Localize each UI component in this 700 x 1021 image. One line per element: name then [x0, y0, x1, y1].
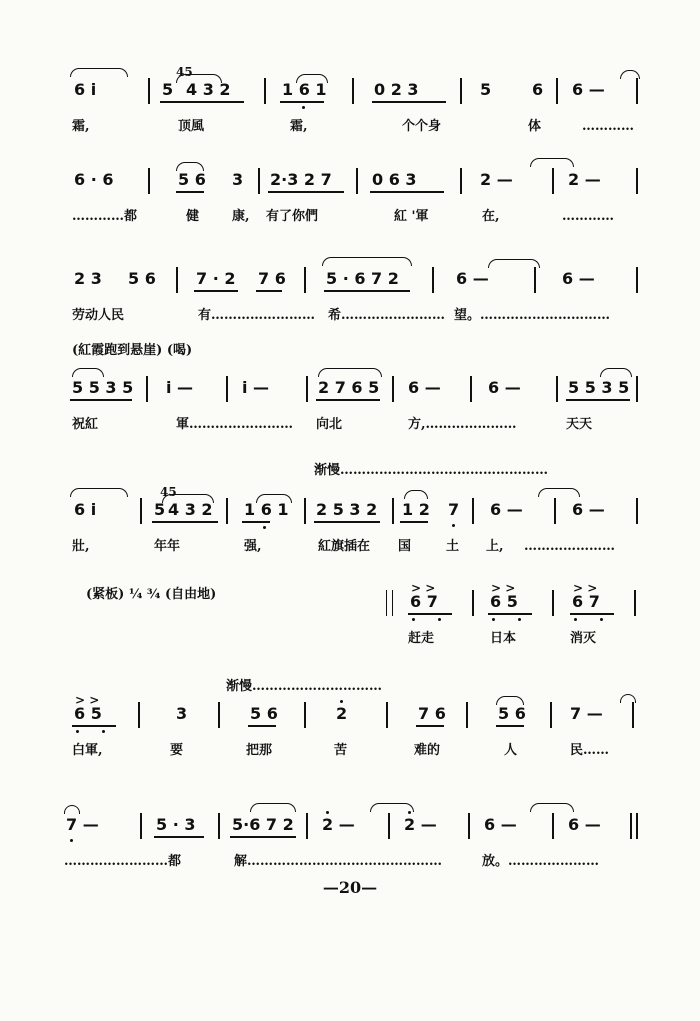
lyric: 白軍, [72, 743, 103, 758]
barline [636, 267, 638, 293]
barline [304, 267, 306, 293]
slur [250, 803, 296, 812]
note-group: 5 6 [178, 170, 206, 189]
low-octave-dot [600, 618, 603, 621]
stage-direction: (紅霞跑到悬崖) (喝) [72, 343, 193, 358]
grace-notes: 45 [176, 65, 193, 79]
lyric: 上, [486, 539, 504, 554]
barline [470, 376, 472, 402]
lyric: 軍…………………… [176, 417, 294, 432]
barline [556, 376, 558, 402]
note-group: 2 — [404, 815, 437, 834]
underline [248, 725, 276, 727]
note-group: 5 · 6 7 2 [326, 269, 399, 288]
note-group: 6 7 [572, 592, 600, 611]
low-octave-dot [263, 526, 266, 529]
lyric: 强, [244, 539, 262, 554]
note-group: 6 — [490, 500, 523, 519]
note-group: i — [166, 378, 194, 397]
note-group: 5 · 3 [156, 815, 196, 834]
barline [304, 498, 306, 524]
lyric: 方,………………… [408, 417, 517, 432]
barline [388, 813, 390, 839]
note-group: 5 5 3 5 [72, 378, 134, 397]
note-group: 4 3 2 [186, 80, 231, 99]
tempo-marking: 渐慢………………………………………… [314, 463, 549, 478]
underline [152, 521, 218, 523]
underline [70, 399, 132, 401]
barline [636, 78, 638, 104]
barline [392, 498, 394, 524]
lyric: ………… [562, 209, 614, 224]
low-octave-dot [452, 524, 455, 527]
lyric: 年年 [154, 539, 181, 554]
note-group: 6 5 [490, 592, 518, 611]
slur [404, 490, 428, 499]
low-octave-dot [302, 106, 305, 109]
note-group: 2 — [322, 815, 355, 834]
underline [416, 725, 444, 727]
lyric: 康, [232, 209, 250, 224]
underline [408, 613, 452, 615]
barline [176, 267, 178, 293]
slur [72, 368, 104, 377]
barline [138, 702, 140, 728]
lyric: ………… [582, 119, 634, 134]
lyric: 祝紅 [72, 417, 99, 432]
note-group: 6 — [562, 269, 595, 288]
tempo-marking: 渐慢………………………… [226, 679, 383, 694]
barline [140, 498, 142, 524]
lyric: 放。………………… [482, 854, 600, 869]
lyric: 在, [482, 209, 500, 224]
note-group: 7 6 [418, 704, 446, 723]
barline [636, 813, 638, 839]
barline [258, 168, 260, 194]
note-group: 6 — [408, 378, 441, 397]
note-group: i — [242, 378, 270, 397]
barline [356, 168, 358, 194]
barline [218, 702, 220, 728]
lyric: 有…………………… [198, 308, 316, 323]
lyric: 难的 [414, 743, 441, 758]
slur [322, 257, 412, 266]
underline [314, 521, 380, 523]
barline [466, 702, 468, 728]
note-group: 5 6 [250, 704, 278, 723]
note-group: 5 6 [498, 704, 526, 723]
underline [496, 725, 524, 727]
underline [176, 191, 204, 193]
tempo-marking: (紧板) ¼ ¾ (自由地) [86, 587, 217, 602]
barline [148, 78, 150, 104]
low-octave-dot [70, 839, 73, 842]
barline [634, 590, 636, 616]
low-octave-dot [102, 730, 105, 733]
note-group: 2 — [568, 170, 601, 189]
lyric: 土 [446, 539, 460, 554]
lyric: 苦 [334, 743, 348, 758]
low-octave-dot [438, 618, 441, 621]
barline [554, 498, 556, 524]
barline [556, 78, 558, 104]
barline [632, 702, 634, 728]
note-group: 1 6 1 [244, 500, 289, 519]
lyric: 把那 [246, 743, 273, 758]
note-group: 7 — [570, 704, 603, 723]
low-octave-dot [574, 618, 577, 621]
note-group: 5 6 [128, 269, 156, 288]
note-group: 5 5 3 5 [568, 378, 630, 397]
note-group: 6 — [456, 269, 489, 288]
underline [268, 191, 344, 193]
note: 5 [480, 80, 492, 99]
note: 3 [176, 704, 188, 723]
slur [530, 803, 574, 812]
accent-mark: > > [75, 693, 100, 707]
note-group: 1 6 1 [282, 80, 327, 99]
high-octave-dot [340, 700, 343, 703]
lyric: 紅旗插在 [318, 539, 371, 554]
slur [600, 368, 632, 377]
barline [460, 168, 462, 194]
lyric: 赶走 [408, 631, 435, 646]
barline [148, 168, 150, 194]
barline [630, 813, 632, 839]
lyric: 霜, [290, 119, 308, 134]
accent-mark: > > [573, 581, 598, 595]
underline [194, 290, 238, 292]
lyric: …………都 [72, 209, 138, 224]
note-group: 6 — [572, 500, 605, 519]
lyric: 消灭 [570, 631, 597, 646]
note-group: 0 6 3 [372, 170, 417, 189]
high-octave-dot [326, 811, 329, 814]
note-group: 1 2 [402, 500, 430, 519]
note: 3 [232, 170, 244, 189]
barline [460, 78, 462, 104]
underline [154, 836, 204, 838]
slur [530, 158, 574, 167]
underline [256, 290, 282, 292]
barline [552, 590, 554, 616]
note-group: 6 — [484, 815, 517, 834]
note-group: 6 — [572, 80, 605, 99]
note-group: 5·6 7 2 [232, 815, 294, 834]
lyric: 希…………………… [328, 308, 446, 323]
lyric: 有了你們 [266, 209, 319, 224]
lyric: 望。………………………… [454, 308, 611, 323]
low-octave-dot [518, 618, 521, 621]
barline [468, 813, 470, 839]
note-group: 0 2 3 [374, 80, 419, 99]
lyric: 霜, [72, 119, 90, 134]
barline [352, 78, 354, 104]
lyric: ………………… [524, 539, 615, 554]
note-group: 6 5 [74, 704, 102, 723]
page-number: —20— [322, 878, 378, 897]
barline [392, 376, 394, 402]
underline [230, 836, 296, 838]
high-octave-dot [408, 811, 411, 814]
barline [552, 168, 554, 194]
lyric: 体 [528, 119, 542, 134]
slur [64, 805, 80, 814]
lyric: ……………………都 [64, 854, 182, 869]
note-group: 7 6 [258, 269, 286, 288]
lyric: 壯, [72, 539, 90, 554]
barline [386, 590, 387, 616]
note: 7 [448, 500, 460, 519]
barline [472, 498, 474, 524]
lyric: 要 [170, 743, 184, 758]
note: 6 [532, 80, 544, 99]
note-group: 2 7 6 5 [318, 378, 380, 397]
barline [472, 590, 474, 616]
lyric: 向北 [316, 417, 343, 432]
underline [242, 521, 270, 523]
note-group: 7 — [66, 815, 99, 834]
barline [636, 168, 638, 194]
barline [146, 376, 148, 402]
low-octave-dot [76, 730, 79, 733]
slur [70, 68, 128, 77]
lyric: 人 [504, 743, 518, 758]
note-group: 6 i [74, 80, 97, 99]
barline [636, 376, 638, 402]
lyric: 健 [186, 209, 200, 224]
underline [370, 191, 444, 193]
barline [306, 813, 308, 839]
low-octave-dot [412, 618, 415, 621]
barline [386, 702, 388, 728]
grace-notes: 45 [160, 485, 177, 499]
slur [70, 488, 128, 497]
accent-mark: > > [491, 581, 516, 595]
barline [226, 498, 228, 524]
lyric: 个个身 [402, 119, 442, 134]
note-group: 6 7 [410, 592, 438, 611]
barline [218, 813, 220, 839]
note-group: 5 [154, 500, 166, 519]
underline [570, 613, 614, 615]
barline [306, 376, 308, 402]
lyric: 解……………………………………… [234, 854, 443, 869]
low-octave-dot [492, 618, 495, 621]
barline [550, 702, 552, 728]
barline [636, 498, 638, 524]
barline [534, 267, 536, 293]
note-group: 6 — [568, 815, 601, 834]
underline [160, 101, 244, 103]
lyric: 劳动人民 [72, 308, 125, 323]
note: 2 [336, 704, 348, 723]
lyric: 国 [398, 539, 412, 554]
note-group: 6 · 6 [74, 170, 114, 189]
slur [318, 368, 382, 377]
barline [140, 813, 142, 839]
lyric: 日本 [490, 631, 517, 646]
lyric: 民…… [570, 743, 610, 758]
lyric: 天天 [566, 417, 593, 432]
accent-mark: > > [411, 581, 436, 595]
barline [432, 267, 434, 293]
underline [372, 101, 446, 103]
barline [392, 590, 393, 616]
note-group: 6 — [488, 378, 521, 397]
slur [488, 259, 540, 268]
note-group: 2·3 2 7 [270, 170, 332, 189]
underline [316, 399, 380, 401]
note-group: 2 5 3 2 [316, 500, 378, 519]
underline [324, 290, 410, 292]
note-group: 7 · 2 [196, 269, 236, 288]
note-group: 5 [162, 80, 174, 99]
barline [552, 813, 554, 839]
underline [400, 521, 428, 523]
note-group: 4 3 2 [168, 500, 213, 519]
lyric: 顶風 [178, 119, 205, 134]
slur [256, 494, 292, 503]
barline [226, 376, 228, 402]
slur [538, 488, 580, 497]
note-group: 6 i [74, 500, 97, 519]
barline [264, 78, 266, 104]
underline [488, 613, 532, 615]
underline [566, 399, 630, 401]
lyric: 紅 '軍 [394, 209, 429, 224]
barline [304, 702, 306, 728]
underline [280, 101, 324, 103]
note-group: 2 3 [74, 269, 102, 288]
note-group: 2 — [480, 170, 513, 189]
underline [72, 725, 116, 727]
